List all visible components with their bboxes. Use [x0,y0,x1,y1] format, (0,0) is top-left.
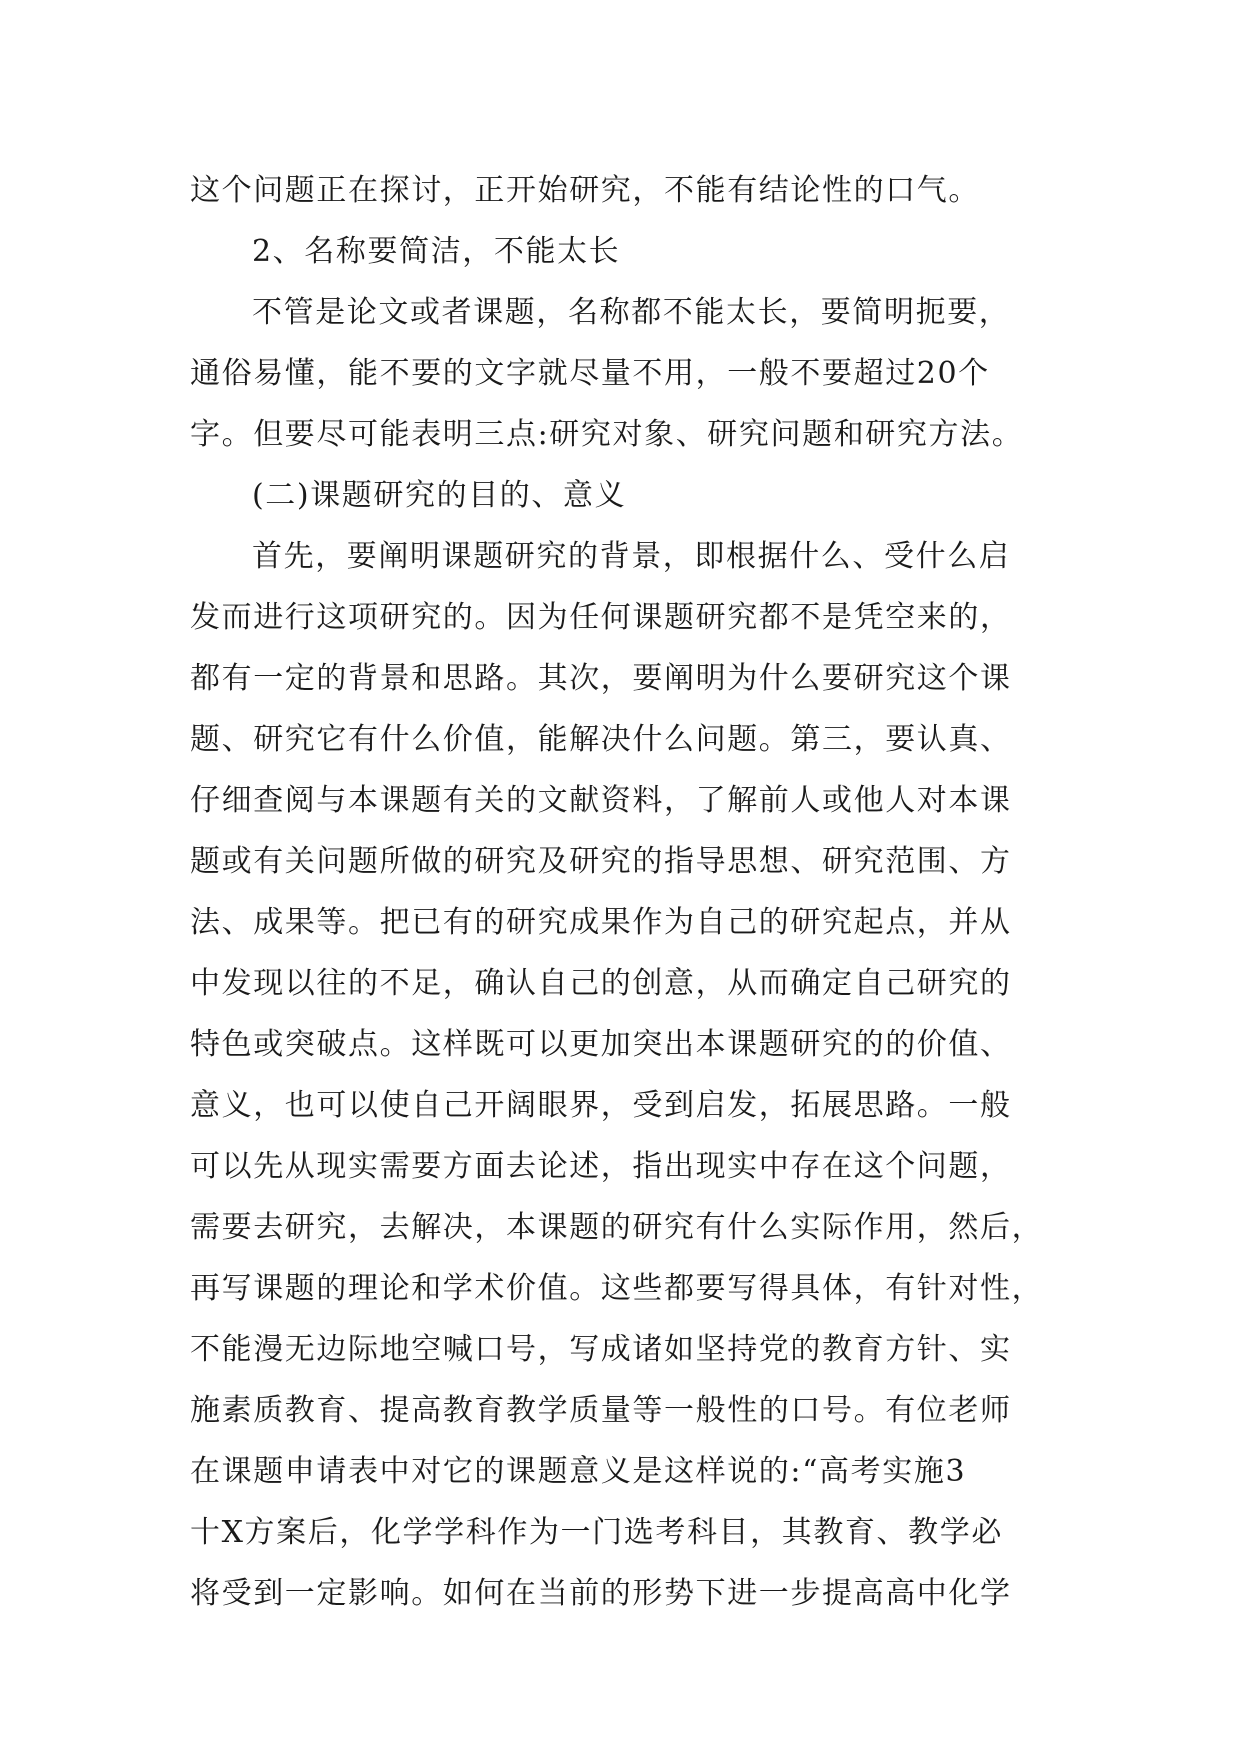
text-line: 十X方案后，化学学科作为一门选考科目，其教育、教学必 [190,1515,1003,1550]
text-line: 中发现以往的不足，确认自己的创意，从而确定自己研究的 [190,966,1012,1001]
text-line: 需要去研究，去解决，本课题的研究有什么实际作用，然后， [190,1210,1044,1245]
text-line: 不能漫无边际地空喊口号，写成诸如坚持党的教育方针、实 [190,1332,1012,1367]
text-line: 再写课题的理论和学术价值。这些都要写得具体，有针对性， [190,1271,1044,1306]
section-heading-purpose-significance: (二)课题研究的目的、意义 [252,478,627,513]
text-line: 都有一定的背景和思路。其次，要阐明为什么要研究这个课 [190,661,1012,696]
text-line: 在课题申请表中对它的课题意义是这样说的:“高考实施3 [190,1454,967,1489]
text-line: 施素质教育、提高教育教学质量等一般性的口号。有位老师 [190,1393,1012,1428]
text-line: 题、研究它有什么价值，能解决什么问题。第三，要认真、 [190,722,1012,757]
text-line: 字。但要尽可能表明三点:研究对象、研究问题和研究方法。 [190,417,1024,452]
text-line: 通俗易懂，能不要的文字就尽量不用，一般不要超过20个 [190,356,990,391]
text-line: 仔细查阅与本课题有关的文献资料，了解前人或他人对本课 [190,783,1012,818]
text-line: 意义，也可以使自己开阔眼界，受到启发，拓展思路。一般 [190,1088,1012,1123]
text-line: 题或有关问题所做的研究及研究的指导思想、研究范围、方 [190,844,1012,879]
section-heading-name-concise: 2、名称要简洁，不能太长 [252,234,621,269]
text-line: 将受到一定影响。如何在当前的形势下进一步提高高中化学 [190,1576,1012,1611]
text-line: 发而进行这项研究的。因为任何课题研究都不是凭空来的， [190,600,1012,635]
text-line: 这个问题正在探讨，正开始研究，不能有结论性的口气。 [190,173,980,208]
text-line: 首先，要阐明课题研究的背景，即根据什么、受什么启 [252,539,1011,574]
text-line: 特色或突破点。这样既可以更加突出本课题研究的的价值、 [190,1027,1012,1062]
text-line: 法、成果等。把已有的研究成果作为自己的研究起点，并从 [190,905,1012,940]
text-line: 不管是论文或者课题，名称都不能太长，要简明扼要， [252,295,1011,330]
text-line: 可以先从现实需要方面去论述，指出现实中存在这个问题， [190,1149,1012,1184]
document-body [190,160,1055,1624]
